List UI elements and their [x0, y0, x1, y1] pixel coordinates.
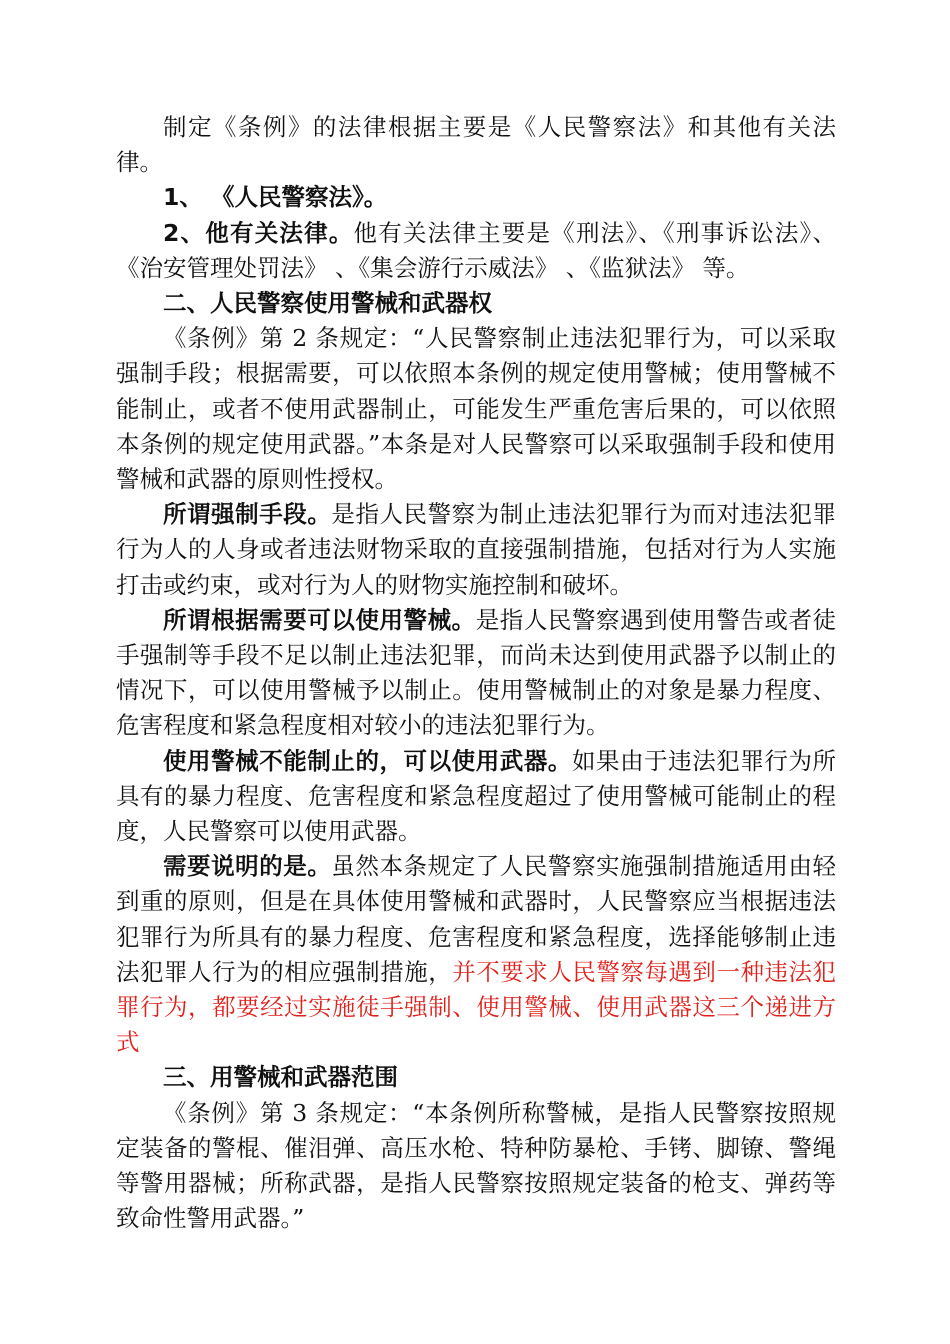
paragraph-use-equipment [116, 603, 836, 744]
other-laws-text: 他有关法律主要是《刑法》、《刑事诉讼法》、《治安管理处罚法》 、《集会游行示威法》 、《监狱法》 等。 [116, 218, 837, 282]
paragraph-other-laws [116, 216, 836, 286]
coercive-means-text: 是指人民警察为制止违法犯罪行为而对违法犯罪行为人的人身或者违法财物采取的直接强制措施，包括对行为人实施打击或约束，或对行为人的财物实施控制和破坏。 [116, 500, 837, 599]
section-heading-2: 二、人民警察使用警械和武器权 [163, 289, 492, 318]
document-page [116, 110, 836, 1237]
use-weapons-text: 如果由于违法犯罪行为所具有的暴力程度、危害程度和紧急程度超过了使用警械可能制止的程度，人民警察可以使用武器。 [116, 746, 837, 846]
section-heading-3: 三、用警械和武器范围 [163, 1063, 398, 1092]
paragraph-note [116, 849, 836, 1060]
note-text: 虽然本条规定了人民警察实施强制措施适用由轻到重的原则，但是在具体使用警械和武器时，人民警察应当根据违法犯罪行为所具有的暴力程度、危害程度和紧急程度，选择能够制止违法犯罪人行为的相应强制措施， [116, 852, 837, 986]
paragraph-article-2: 《条例》第 2 条规定：“人民警察制止违法犯罪行为，可以采取强制手段；根据需要，可以依照本条例的规定使用警械；使用警械不能制止，或者不使用武器制止，可能发生严重危害后果的，可以依照本条例的规定使用武器。”本条是对人民警察可以采取强制手段和使用警械和武器的原则性授权。 [116, 324, 836, 494]
use-weapons-term: 使用警械不能制止的，可以使用武器。 [163, 746, 572, 775]
coercive-means-term: 所谓强制手段。 [163, 500, 332, 529]
paragraph-coercive-means [116, 497, 836, 603]
item-police-law: 1、 《人民警察法》。 [163, 183, 388, 212]
note-highlight-text: 并不要求人民警察每遇到一种违法犯罪行为，都要经过实施徒手强制、使用警械、使用武器这三个递进方式 [116, 957, 837, 1057]
paragraph-use-weapons [116, 744, 836, 850]
paragraph-legal-basis: 制定《条例》的法律根据主要是《人民警察法》和其他有关法律。 [116, 113, 836, 177]
use-equipment-term: 所谓根据需要可以使用警械。 [163, 605, 476, 634]
item-other-laws-heading: 2、他有关法律。 [163, 218, 354, 247]
use-equipment-text: 是指人民警察遇到使用警告或者徒手强制等手段不足以制止违法犯罪，而尚未达到使用武器予以制止的情况下，可以使用警械予以制止。使用警械制止的对象是暴力程度、危害程度和紧急程度相对较小的违法犯罪行为。 [116, 605, 837, 740]
note-term: 需要说明的是。 [163, 852, 332, 881]
paragraph-article-3: 《条例》第 3 条规定：“本条例所称警械，是指人民警察按照规定装备的警棍、催泪弹、高压水枪、特种防暴枪、手铐、脚镣、警绳等警用器械；所称武器，是指人民警察按照规定装备的枪支、弹药等致命性警用武器。” [116, 1098, 836, 1233]
